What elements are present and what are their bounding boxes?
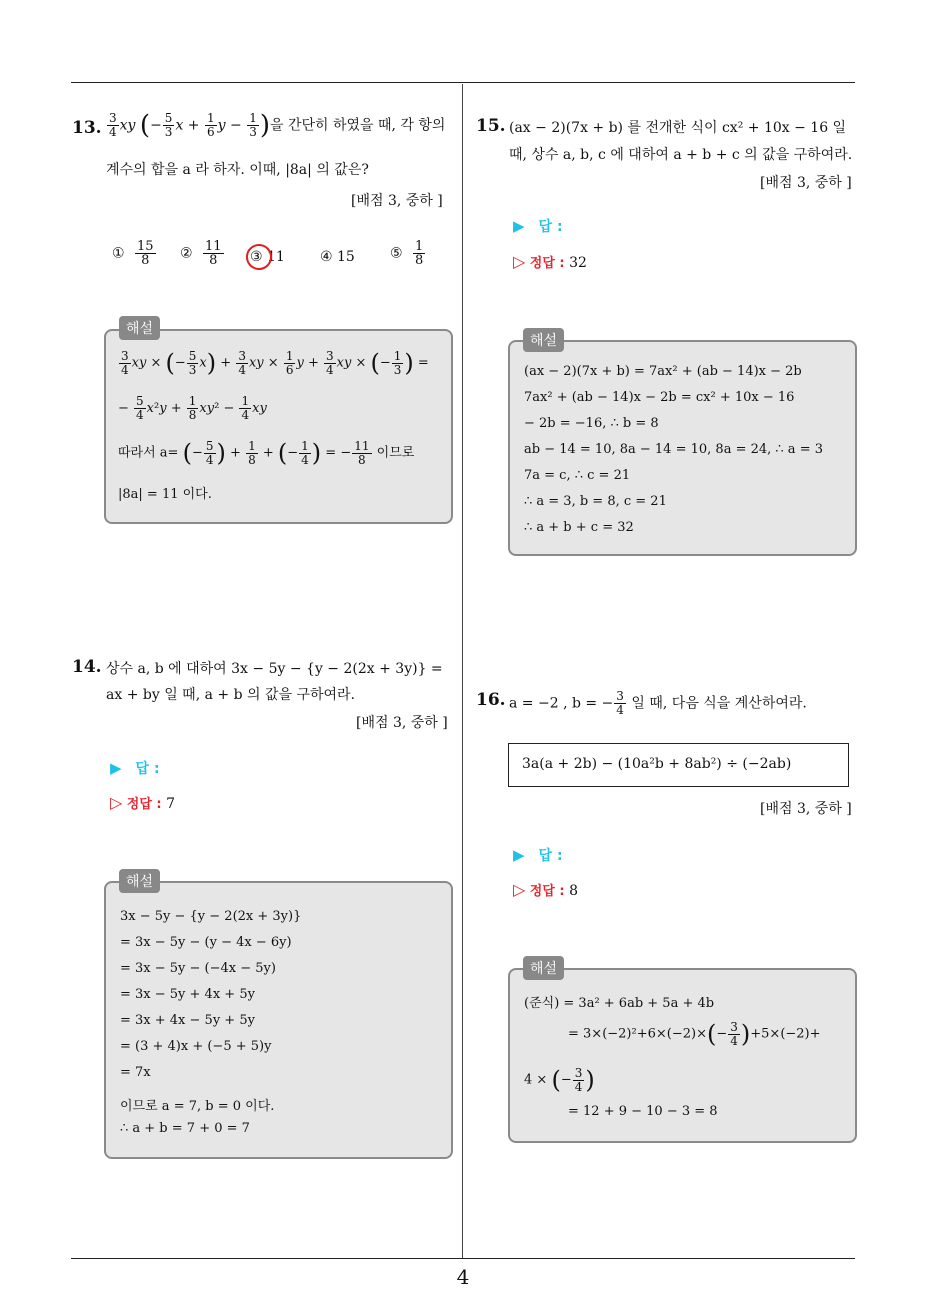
problem-16-score: [배점 3, 중하 ] xyxy=(760,801,852,817)
top-rule xyxy=(71,82,855,83)
problem-13-line1: $\frac{3}{4}$ xy (− $\frac{5}{3}$ x + $\frac{1}{6}$ y − $\frac{1}{3}$ )을 간단히 하였을 때, 각 항의 xyxy=(109,110,446,141)
problem-14-solution-box: 3x − 5y − {y − 2(2x + 3y)} = 3x − 5y − (y − 4x − 6y) = 3x − 5y − (−4x − 5y) = 3x − 5y + 4x + 5y = 3x + 4x − 5y + 5y = (3 + 4)x + (−5 + 5)y = 7x 이므로 a = 7, b = 0 이다. ∴ a + b = 7 + 0 = 7 xyxy=(104,881,453,1159)
choice-4[interactable]: ④ 15 xyxy=(320,249,355,265)
problem-14-line2: ax + by 일 때, a + b 의 값을 구하여라. xyxy=(106,687,356,703)
play-arrow-icon: ▶ xyxy=(110,759,122,777)
correct-answer-row: ▷ 정답 : 8 xyxy=(513,880,578,899)
problem-13-solution-box: $\frac{3}{4}$ xy × (− $\frac{5}{3}$ x) + $\frac{3}{4}$ xy × $\frac{1}{6}$ y + $\frac{3}{4}$ xy × (− $\frac{1}{3}$ ) = − $\frac{5}{4}$ x²y + $\frac{1}{8}$ xy² − $\frac{1}{4}$ xy 따라서 a= (− $\frac{5}{4}$ ) + $\frac{1}{8}$ + (− $\frac{1}{4}$ ) = − $\frac{11}{8}$ 이므로 |8a| = 11 이다. xyxy=(104,329,453,524)
problem-16-solution-box: (준식) = 3a² + 6ab + 5a + 4b = 3×(−2)²+6×(−2)×(− $\frac{3}{4}$ )+5×(−2)+ 4 × (− $\frac{3}{4}$ ) = 12 + 9 − 10 − 3 = 8 xyxy=(508,968,857,1143)
choice-1[interactable]: ① $\frac{15}{8}$ xyxy=(112,239,154,268)
page-number: 4 xyxy=(456,1265,470,1289)
problem-13-score: [배점 3, 중하 ] xyxy=(351,193,443,209)
problem-15-line2: 때, 상수 a, b, c 에 대하여 a + b + c 의 값을 구하여라. xyxy=(509,147,853,163)
problem-14-number: 14. xyxy=(72,657,102,677)
solution-tag: 해설 xyxy=(523,956,564,980)
answer-row: ▶ 답 : xyxy=(110,759,160,777)
expression-box: 3a(a + 2b) − (10a²b + 8ab²) ÷ (−2ab) xyxy=(508,743,849,787)
fraction: $\frac{5}{3}$ xyxy=(164,111,173,139)
outline-triangle-icon: ▷ xyxy=(110,793,123,812)
problem-13-number: 13. xyxy=(72,118,102,138)
problem-16-number: 16. xyxy=(476,690,506,710)
play-arrow-icon: ▶ xyxy=(513,217,525,235)
problem-15-score: [배점 3, 중하 ] xyxy=(760,175,852,191)
problem-15-solution-box: (ax − 2)(7x + b) = 7ax² + (ab − 14)x − 2b 7ax² + (ab − 14)x − 2b = cx² + 10x − 16 − 2b = −16, ∴ b = 8 ab − 14 = 10, 8a − 14 = 10, 8a = 24, ∴ a = 3 7a = c, ∴ c = 21 ∴ a = 3, b = 8, c = 21 ∴ a + b + c = 32 xyxy=(508,340,857,556)
selected-answer-circle xyxy=(246,244,272,270)
problem-14-score: [배점 3, 중하 ] xyxy=(356,715,448,731)
solution-tag: 해설 xyxy=(119,316,160,340)
fraction: $\frac{1}{6}$ xyxy=(206,111,215,139)
bottom-rule xyxy=(71,1258,855,1259)
choice-3[interactable]: ③ 11 xyxy=(250,249,285,265)
column-divider xyxy=(462,84,463,1258)
problem-16-line1: a = −2 , b = − $\frac{3}{4}$ 일 때, 다음 식을 계산하여라. xyxy=(509,689,807,717)
fraction: $\frac{3}{4}$ xyxy=(109,111,117,139)
problem-15-number: 15. xyxy=(476,116,506,136)
choice-2[interactable]: ② $\frac{11}{8}$ xyxy=(180,239,222,268)
solution-tag: 해설 xyxy=(523,328,564,352)
answer-row: ▶ 답 : xyxy=(513,846,563,864)
play-arrow-icon: ▶ xyxy=(513,846,525,864)
outline-triangle-icon: ▷ xyxy=(513,252,526,271)
problem-15-line1: (ax − 2)(7x + b) 를 전개한 식이 cx² + 10x − 16 일 xyxy=(509,120,847,136)
answer-row: ▶ 답 : xyxy=(513,217,563,235)
correct-answer-row: ▷ 정답 : 7 xyxy=(110,793,175,812)
choice-5[interactable]: ⑤ $\frac{1}{8}$ xyxy=(390,239,424,268)
problem-14-line1: 상수 a, b 에 대하여 3x − 5y − {y − 2(2x + 3y)} = xyxy=(106,661,443,677)
outline-triangle-icon: ▷ xyxy=(513,880,526,899)
fraction: $\frac{1}{3}$ xyxy=(249,111,257,139)
solution-tag: 해설 xyxy=(119,869,160,893)
correct-answer-row: ▷ 정답 : 32 xyxy=(513,252,587,271)
problem-13-line2: 계수의 합을 a 라 하자. 이때, |8a| 의 값은? xyxy=(106,162,369,178)
